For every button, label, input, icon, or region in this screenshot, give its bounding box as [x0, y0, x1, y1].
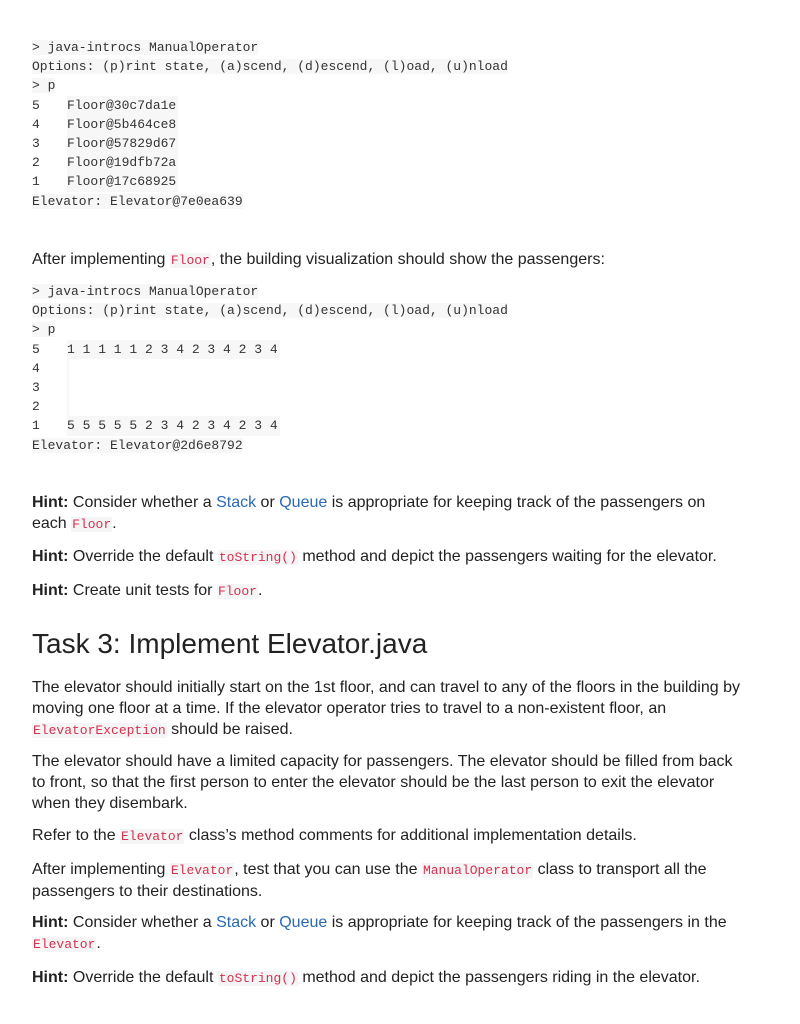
- task3-heading: Task 3: Implement Elevator.java: [32, 628, 428, 659]
- inline-code: ManualOperator: [422, 863, 533, 878]
- terminal-options: Options: (p)rint state, (a)scend, (d)escend, (l)oad, (u)nload: [32, 59, 508, 75]
- task3-paragraph-2: The elevator should have a limited capacity for passengers. The elevator should be filled from back to front, so that the first person to enter the elevator should be the last person to exit the elevator when they disembark.: [32, 753, 733, 812]
- floor-line: 4 Floor@5b464ce8: [32, 115, 592, 134]
- inline-code: Elevator: [170, 863, 234, 878]
- inline-code: toString(): [218, 550, 297, 565]
- inline-code: Elevator: [33, 937, 96, 952]
- hint-tostring-floor: Hint: Override the default toString() method and depict the passengers waiting for the elevator.: [32, 548, 717, 565]
- inline-code: ElevatorException: [33, 723, 166, 738]
- stack-link[interactable]: Stack: [216, 494, 257, 511]
- inline-code: Elevator: [121, 829, 184, 844]
- inline-code: Floor: [72, 517, 112, 532]
- task3-paragraph-4: After implementing Elevator, test that you can use the ManualOperator class to transport all the passengers to their destinations.: [32, 861, 707, 900]
- floor-line: 5 Floor@30c7da1e: [32, 96, 592, 115]
- terminal-command: > java-introcs ManualOperator: [32, 284, 259, 299]
- hint-stack-queue-elevator: Hint: Consider whether a Stack or Queue is appropriate for keeping track of the passengers in the Elevator.: [32, 914, 727, 952]
- hint-unit-tests: Hint: Create unit tests for Floor.: [32, 582, 263, 599]
- terminal-prompt: > p: [32, 322, 56, 338]
- terminal-prompt: > p: [32, 78, 56, 94]
- inline-code: Floor: [170, 253, 210, 268]
- elevator-line: Elevator: Elevator@2d6e8792: [32, 437, 243, 453]
- inline-code: toString(): [218, 971, 297, 986]
- stack-link[interactable]: Stack: [216, 914, 257, 931]
- floor-line: 4: [32, 359, 592, 378]
- inline-code: Floor: [217, 584, 257, 599]
- floor-line: 5 1 1 1 1 1 2 3 4 2 3 4 2 3 4: [32, 340, 592, 359]
- queue-link[interactable]: Queue: [279, 914, 328, 931]
- queue-link[interactable]: Queue: [279, 494, 328, 511]
- terminal-output-2: [32, 282, 592, 455]
- floor-line: 1 Floor@17c68925: [32, 172, 592, 191]
- floor-line: 3: [32, 378, 592, 397]
- floor-line: 3 Floor@57829d67: [32, 134, 592, 153]
- hint-tostring-elevator: Hint: Override the default toString() method and depict the passengers riding in the elevator.: [32, 969, 700, 986]
- task3-paragraph-1: The elevator should initially start on the 1st floor, and can travel to any of the floors in the building by moving one floor at a time. If the elevator operator tries to travel to a non-existent floor, an ElevatorException should be raised.: [32, 679, 740, 738]
- floor-line: 2 Floor@19dfb72a: [32, 153, 592, 172]
- terminal-options: Options: (p)rint state, (a)scend, (d)escend, (l)oad, (u)nload: [32, 303, 508, 319]
- task3-paragraph-3: Refer to the Elevator class’s method comments for additional implementation details.: [32, 827, 637, 844]
- elevator-line: Elevator: Elevator@7e0ea639: [32, 193, 243, 209]
- paragraph-after-floor: After implementing Floor, the building visualization should show the passengers:: [32, 251, 605, 268]
- terminal-command: > java-introcs ManualOperator: [32, 40, 259, 55]
- terminal-output-1: [32, 38, 592, 211]
- hint-stack-queue-floor: Hint: Consider whether a Stack or Queue is appropriate for keeping track of the passengers on each Floor.: [32, 494, 706, 532]
- floor-line: 1 5 5 5 5 5 2 3 4 2 3 4 2 3 4: [32, 416, 592, 435]
- floor-line: 2: [32, 397, 592, 416]
